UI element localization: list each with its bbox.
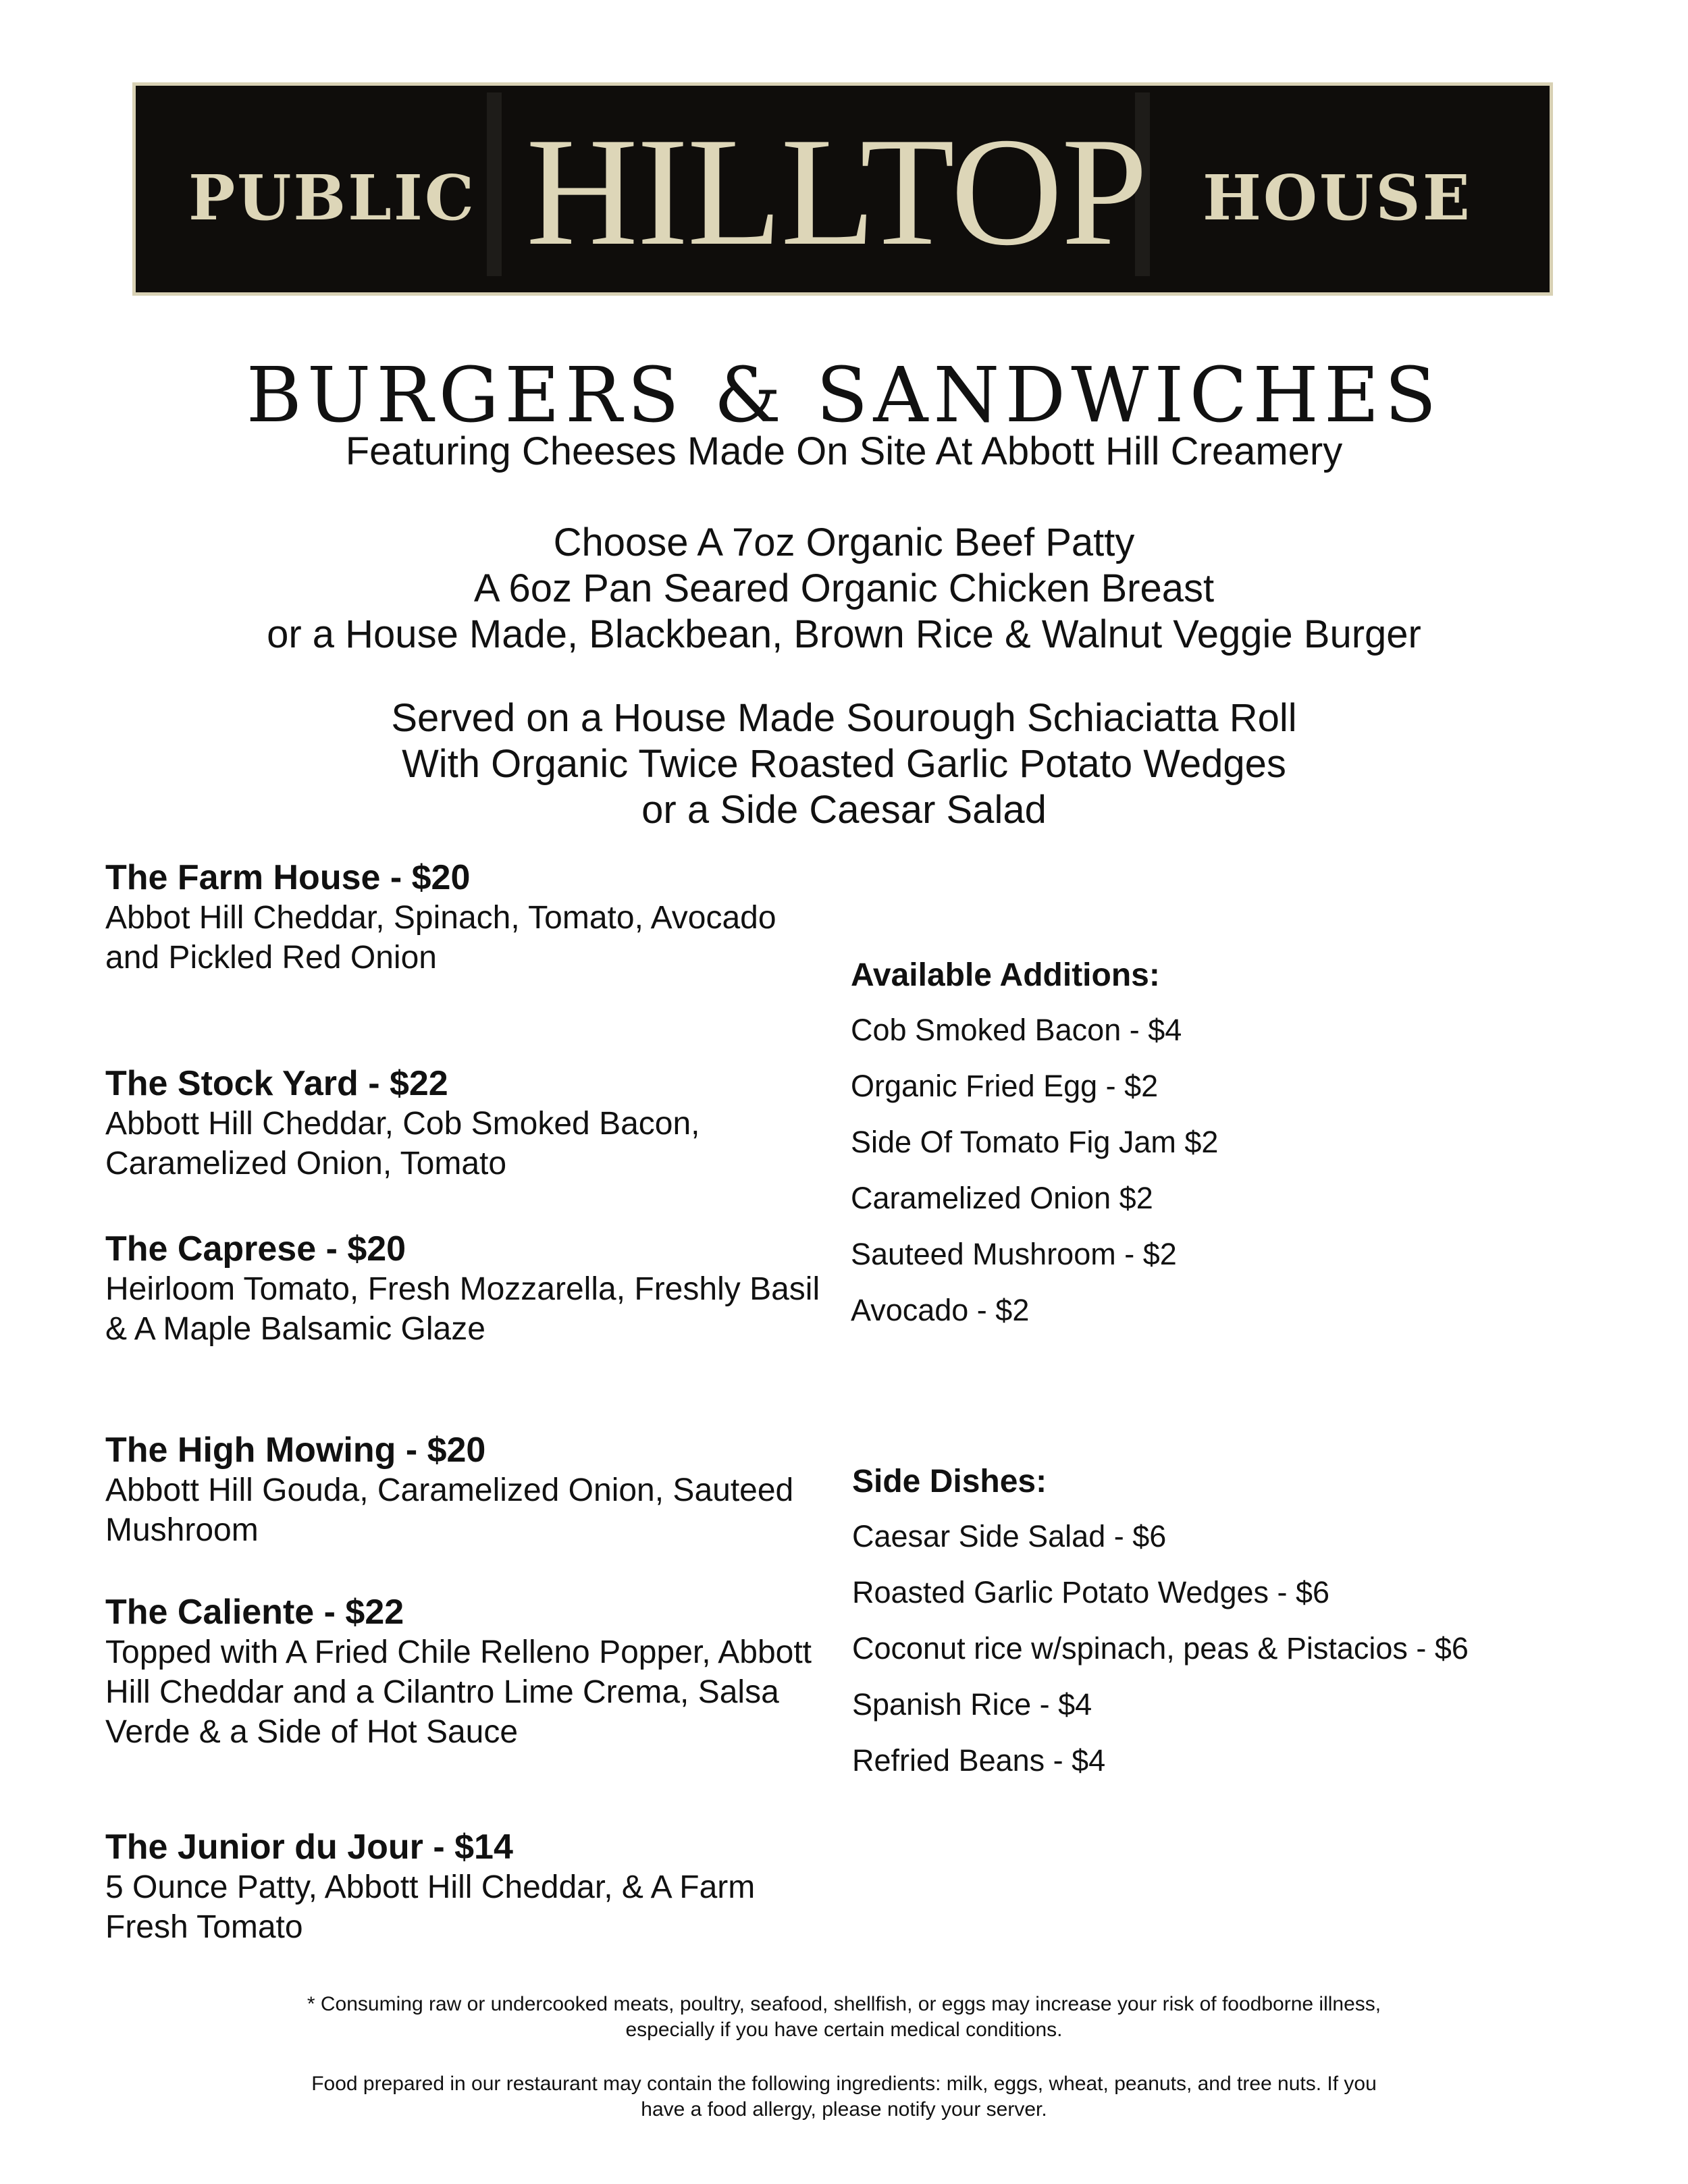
menu-item	[105, 1063, 821, 1183]
protein-choice-line: or a House Made, Blackbean, Brown Rice & Walnut Veggie Burger	[267, 612, 1421, 656]
menu-item-description: Topped with A Fried Chile Relleno Popper, Abbott Hill Cheddar and a Cilantro Lime Crema, Salsa Verde & a Side of Hot Sauce	[105, 1634, 812, 1750]
served-with-line: Served on a House Made Sourough Schiaciatta Roll	[391, 696, 1297, 740]
side-dish-item: Spanish Rice - $4	[852, 1687, 1092, 1722]
menu-item	[105, 1430, 821, 1550]
side-dishes-heading: Side Dishes:	[852, 1464, 1047, 1499]
addition-item: Sauteed Mushroom - $2	[851, 1237, 1177, 1271]
side-dishes-list	[852, 1462, 1662, 1797]
addition-item: Cob Smoked Bacon - $4	[851, 1013, 1182, 1047]
served-with-line: With Organic Twice Roasted Garlic Potato Wedges	[402, 742, 1286, 786]
menu-item-description: Heirloom Tomato, Fresh Mozzarella, Freshly Basil & A Maple Balsamic Glaze	[105, 1271, 820, 1347]
protein-choice-block	[0, 520, 1688, 658]
menu-item-name: The Stock Yard - $22	[105, 1064, 448, 1103]
logo-word-public: PUBLIC	[188, 161, 477, 234]
available-additions-list	[851, 955, 1647, 1347]
restaurant-logo-banner	[132, 82, 1553, 296]
raw-food-warning-line: especially if you have certain medical conditions.	[625, 2019, 1063, 2041]
side-dish-item: Roasted Garlic Potato Wedges - $6	[852, 1575, 1330, 1609]
menu-item-description: 5 Ounce Patty, Abbott Hill Cheddar, & A Farm Fresh Tomato	[105, 1869, 756, 1945]
protein-choice-line: Choose A 7oz Organic Beef Patty	[553, 521, 1135, 564]
served-with-line: or a Side Caesar Salad	[641, 788, 1047, 832]
menu-item-name: The Junior du Jour - $14	[105, 1828, 513, 1867]
side-dish-item: Refried Beans - $4	[852, 1743, 1106, 1778]
addition-item: Side Of Tomato Fig Jam $2	[851, 1125, 1219, 1159]
served-with-block	[0, 695, 1688, 833]
menu-item	[105, 1229, 821, 1349]
side-dish-item: Caesar Side Salad - $6	[852, 1519, 1167, 1553]
menu-item-description: Abbott Hill Cheddar, Cob Smoked Bacon, Caramelized Onion, Tomato	[105, 1106, 700, 1181]
raw-food-warning-line: * Consuming raw or undercooked meats, poultry, seafood, shellfish, or eggs may increase your risk of foodborne illness,	[307, 1993, 1381, 2015]
menu-item	[105, 1592, 821, 1752]
logo-divider-left	[487, 92, 502, 276]
raw-food-warning	[0, 1992, 1688, 2043]
section-subtitle: Featuring Cheeses Made On Site At Abbott Hill Creamery	[345, 429, 1343, 473]
menu-item	[105, 1827, 821, 1947]
menu-item	[105, 857, 821, 978]
protein-choice-line: A 6oz Pan Seared Organic Chicken Breast	[473, 566, 1215, 610]
logo-word-house: HOUSE	[1203, 161, 1472, 234]
menu-item-name: The High Mowing - $20	[105, 1431, 486, 1470]
addition-item: Organic Fried Egg - $2	[851, 1069, 1159, 1103]
menu-item-description: Abbot Hill Cheddar, Spinach, Tomato, Avocado and Pickled Red Onion	[105, 900, 776, 976]
side-dish-item: Coconut rice w/spinach, peas & Pistacios - $6	[852, 1631, 1469, 1666]
addition-item: Avocado - $2	[851, 1293, 1030, 1327]
allergy-notice-line: have a food allergy, please notify your server.	[641, 2098, 1047, 2121]
allergy-notice-line: Food prepared in our restaurant may contain the following ingredients: milk, eggs, wheat, peanuts, and tree nuts. If you	[311, 2073, 1377, 2095]
menu-item-description: Abbott Hill Gouda, Caramelized Onion, Sauteed Mushroom	[105, 1472, 794, 1548]
logo-word-hilltop: HILLTOP	[526, 105, 1146, 277]
menu-item-name: The Farm House - $20	[105, 858, 471, 897]
additions-heading: Available Additions:	[851, 957, 1160, 993]
menu-item-name: The Caliente - $22	[105, 1593, 404, 1632]
allergy-notice	[0, 2071, 1688, 2123]
addition-item: Caramelized Onion $2	[851, 1181, 1153, 1215]
section-title: BURGERS & SANDWICHES	[246, 352, 1442, 440]
menu-item-name: The Caprese - $20	[105, 1229, 406, 1269]
